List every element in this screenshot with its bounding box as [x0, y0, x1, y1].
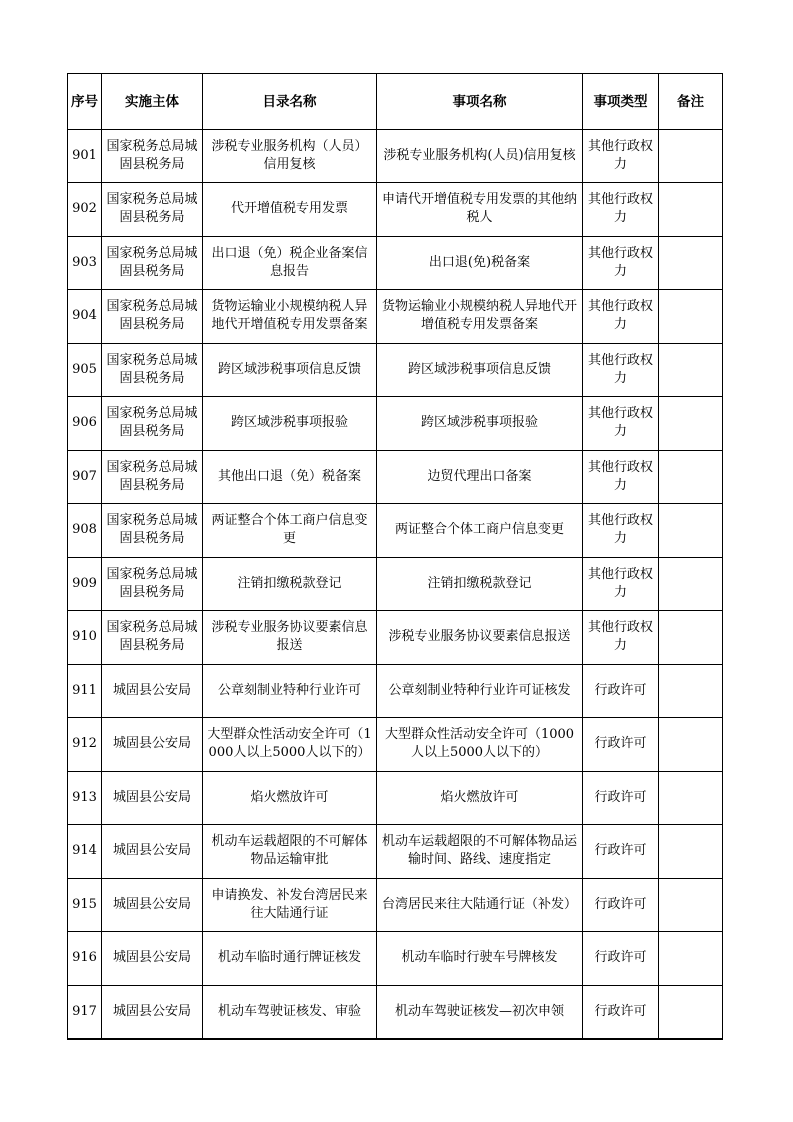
cell-directory: 注销扣缴税款登记: [203, 557, 377, 611]
cell-item: 边贸代理出口备案: [377, 450, 583, 504]
cell-item: 货物运输业小规模纳税人异地代开增值税专用发票备案: [377, 290, 583, 344]
cell-entity: 城固县公安局: [102, 932, 203, 986]
cell-note: [659, 985, 723, 1039]
table-row: [68, 557, 723, 611]
cell-no: 909: [68, 557, 102, 611]
cell-note: [659, 771, 723, 825]
cell-type: 其他行政权力: [583, 504, 659, 558]
table-row: [68, 985, 723, 1039]
table-row: [68, 397, 723, 451]
cell-no: 917: [68, 985, 102, 1039]
cell-note: [659, 397, 723, 451]
cell-item: 焰火燃放许可: [377, 771, 583, 825]
cell-directory: 大型群众性活动安全许可（1000人以上5000人以下的）: [203, 718, 377, 772]
cell-item: 涉税专业服务机构(人员)信用复核: [377, 130, 583, 183]
header-directory: 目录名称: [203, 74, 377, 130]
cell-note: [659, 183, 723, 237]
cell-item: 机动车临时行驶车号牌核发: [377, 932, 583, 986]
cell-type: 其他行政权力: [583, 397, 659, 451]
cell-directory: 机动车运载超限的不可解体物品运输审批: [203, 825, 377, 879]
cell-type: 其他行政权力: [583, 183, 659, 237]
cell-entity: 国家税务总局城固县税务局: [102, 450, 203, 504]
cell-entity: 国家税务总局城固县税务局: [102, 611, 203, 665]
table-row: [68, 183, 723, 237]
cell-no: 914: [68, 825, 102, 879]
cell-no: 907: [68, 450, 102, 504]
cell-entity: 国家税务总局城固县税务局: [102, 557, 203, 611]
header-no: 序号: [68, 74, 102, 130]
cell-no: 915: [68, 878, 102, 932]
cell-type: 行政许可: [583, 825, 659, 879]
cell-directory: 机动车驾驶证核发、审验: [203, 985, 377, 1039]
table-body: [68, 130, 723, 1039]
header-type: 事项类型: [583, 74, 659, 130]
cell-entity: 国家税务总局城固县税务局: [102, 290, 203, 344]
cell-directory: 跨区域涉税事项报验: [203, 397, 377, 451]
cell-type: 其他行政权力: [583, 130, 659, 183]
cell-type: 行政许可: [583, 664, 659, 718]
cell-type: 行政许可: [583, 985, 659, 1039]
cell-note: [659, 504, 723, 558]
cell-no: 908: [68, 504, 102, 558]
table-row: [68, 878, 723, 932]
cell-no: 913: [68, 771, 102, 825]
cell-directory: 涉税专业服务机构（人员）信用复核: [203, 130, 377, 183]
cell-item: 涉税专业服务协议要素信息报送: [377, 611, 583, 665]
cell-no: 916: [68, 932, 102, 986]
table-row: [68, 664, 723, 718]
cell-entity: 国家税务总局城固县税务局: [102, 183, 203, 237]
cell-note: [659, 611, 723, 665]
cell-item: 大型群众性活动安全许可（1000人以上5000人以下的）: [377, 718, 583, 772]
cell-no: 901: [68, 130, 102, 183]
table-row: [68, 932, 723, 986]
cell-note: [659, 343, 723, 397]
cell-entity: 国家税务总局城固县税务局: [102, 236, 203, 290]
table-row: [68, 504, 723, 558]
cell-type: 行政许可: [583, 932, 659, 986]
cell-directory: 代开增值税专用发票: [203, 183, 377, 237]
cell-note: [659, 557, 723, 611]
cell-directory: 其他出口退（免）税备案: [203, 450, 377, 504]
cell-item: 机动车驾驶证核发—初次申领: [377, 985, 583, 1039]
cell-note: [659, 718, 723, 772]
cell-directory: 公章刻制业特种行业许可: [203, 664, 377, 718]
cell-entity: 城固县公安局: [102, 878, 203, 932]
cell-item: 两证整合个体工商户信息变更: [377, 504, 583, 558]
table-row: [68, 343, 723, 397]
cell-type: 其他行政权力: [583, 557, 659, 611]
cell-type: 其他行政权力: [583, 236, 659, 290]
cell-item: 公章刻制业特种行业许可证核发: [377, 664, 583, 718]
cell-item: 跨区域涉税事项信息反馈: [377, 343, 583, 397]
table-row: [68, 718, 723, 772]
header-item: 事项名称: [377, 74, 583, 130]
cell-no: 906: [68, 397, 102, 451]
cell-type: 其他行政权力: [583, 290, 659, 344]
cell-directory: 出口退（免）税企业备案信息报告: [203, 236, 377, 290]
cell-no: 903: [68, 236, 102, 290]
cell-note: [659, 236, 723, 290]
table-row: [68, 130, 723, 183]
cell-directory: 两证整合个体工商户信息变更: [203, 504, 377, 558]
table-row: [68, 771, 723, 825]
matters-table: [67, 73, 723, 1040]
cell-entity: 城固县公安局: [102, 825, 203, 879]
cell-note: [659, 450, 723, 504]
cell-item: 机动车运载超限的不可解体物品运输时间、路线、速度指定: [377, 825, 583, 879]
table-row: [68, 450, 723, 504]
header-note: 备注: [659, 74, 723, 130]
cell-note: [659, 664, 723, 718]
cell-no: 910: [68, 611, 102, 665]
cell-note: [659, 932, 723, 986]
cell-entity: 国家税务总局城固县税务局: [102, 343, 203, 397]
cell-entity: 城固县公安局: [102, 718, 203, 772]
table-row: [68, 611, 723, 665]
cell-type: 行政许可: [583, 878, 659, 932]
cell-entity: 国家税务总局城固县税务局: [102, 130, 203, 183]
cell-item: 台湾居民来往大陆通行证（补发）: [377, 878, 583, 932]
cell-type: 其他行政权力: [583, 343, 659, 397]
cell-directory: 跨区域涉税事项信息反馈: [203, 343, 377, 397]
cell-directory: 机动车临时通行牌证核发: [203, 932, 377, 986]
cell-directory: 货物运输业小规模纳税人异地代开增值税专用发票备案: [203, 290, 377, 344]
cell-type: 行政许可: [583, 718, 659, 772]
cell-item: 申请代开增值税专用发票的其他纳税人: [377, 183, 583, 237]
cell-directory: 涉税专业服务协议要素信息报送: [203, 611, 377, 665]
cell-no: 911: [68, 664, 102, 718]
cell-item: 跨区域涉税事项报验: [377, 397, 583, 451]
cell-item: 注销扣缴税款登记: [377, 557, 583, 611]
cell-no: 902: [68, 183, 102, 237]
cell-entity: 国家税务总局城固县税务局: [102, 504, 203, 558]
table-row: [68, 825, 723, 879]
cell-type: 其他行政权力: [583, 450, 659, 504]
cell-item: 出口退(免)税备案: [377, 236, 583, 290]
header-entity: 实施主体: [102, 74, 203, 130]
cell-entity: 国家税务总局城固县税务局: [102, 397, 203, 451]
cell-directory: 焰火燃放许可: [203, 771, 377, 825]
cell-no: 904: [68, 290, 102, 344]
cell-no: 905: [68, 343, 102, 397]
cell-note: [659, 290, 723, 344]
cell-no: 912: [68, 718, 102, 772]
cell-entity: 城固县公安局: [102, 664, 203, 718]
cell-directory: 申请换发、补发台湾居民来往大陆通行证: [203, 878, 377, 932]
cell-type: 其他行政权力: [583, 611, 659, 665]
cell-entity: 城固县公安局: [102, 771, 203, 825]
cell-note: [659, 878, 723, 932]
cell-note: [659, 130, 723, 183]
cell-entity: 城固县公安局: [102, 985, 203, 1039]
header-row: [68, 74, 723, 130]
table-row: [68, 290, 723, 344]
cell-note: [659, 825, 723, 879]
cell-type: 行政许可: [583, 771, 659, 825]
table-row: [68, 236, 723, 290]
